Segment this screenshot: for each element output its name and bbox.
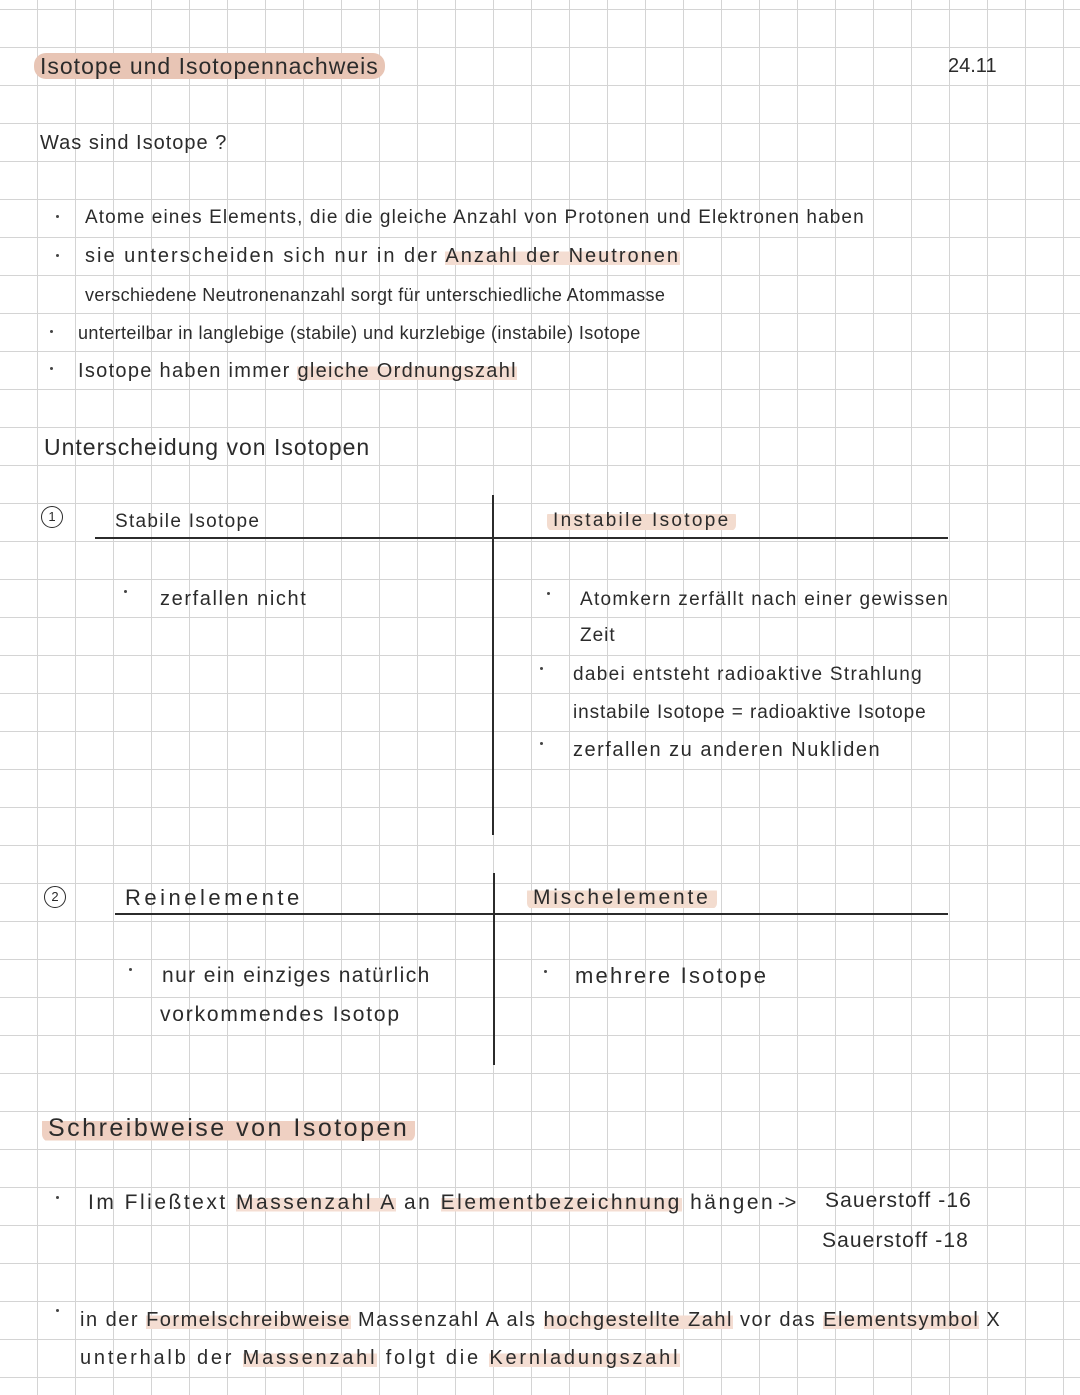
column-header-unstable <box>547 506 736 536</box>
section-heading-distinction: Unterscheidung von Isotopen <box>44 434 371 460</box>
table-divider-vertical <box>492 495 494 835</box>
list-item-text: vor das <box>732 1309 824 1331</box>
list-item-text: an <box>395 1191 441 1214</box>
list-item <box>78 356 517 386</box>
list-item-text: X <box>979 1309 1002 1331</box>
section-heading-notation <box>42 1113 415 1143</box>
highlighted-text: Massenzahl <box>242 1347 378 1369</box>
bullet-dot <box>547 592 550 595</box>
list-item-text: Im Fließtext <box>88 1191 237 1214</box>
number-circle-2: 2 <box>44 886 66 908</box>
highlighted-text: Elementsymbol <box>823 1309 980 1331</box>
list-item-text: hängen <box>681 1191 776 1214</box>
bullet-dot <box>56 1309 59 1312</box>
list-item: nur ein einziges natürlich <box>162 964 431 987</box>
bullet-dot <box>50 367 53 370</box>
date-label: 24.11 <box>948 55 997 77</box>
page-title-text: Isotope und Isotopennachweis <box>34 53 385 79</box>
column-header-stable: Stabile Isotope <box>115 511 261 532</box>
list-item: zerfallen nicht <box>160 588 308 610</box>
highlighted-text: Massenzahl A <box>236 1191 396 1214</box>
list-item <box>85 241 680 271</box>
list-item-continuation: instabile Isotope = radioaktive Isotope <box>573 702 927 723</box>
list-item-text: folgt die <box>377 1347 490 1369</box>
bullet-dot <box>540 742 543 745</box>
list-item-continuation <box>80 1343 680 1373</box>
column-header-mixed-elements-text: Mischelemente <box>527 886 717 909</box>
table-divider-horizontal <box>115 913 948 915</box>
list-item <box>88 1188 775 1218</box>
highlighted-text: Anzahl der Neutronen <box>445 245 680 267</box>
table-divider-vertical <box>493 873 495 1065</box>
list-item: unterteilbar in langlebige (stabile) und kurzlebige (instabile) Isotope <box>78 323 641 343</box>
number-circle-1: 1 <box>41 506 63 528</box>
list-item-text: unterhalb der <box>80 1347 243 1369</box>
bullet-dot <box>56 254 59 257</box>
list-item-text: Isotope haben immer <box>78 360 298 382</box>
highlighted-text: gleiche Ordnungszahl <box>297 360 517 382</box>
bullet-dot <box>50 330 53 333</box>
list-item: mehrere Isotope <box>575 963 769 988</box>
list-item-continuation: Zeit <box>580 625 616 646</box>
bullet-dot <box>56 1196 59 1199</box>
highlighted-text: Formelschreibweise <box>146 1309 351 1331</box>
list-item: dabei entsteht radioaktive Strahlung <box>573 664 923 685</box>
list-item-continuation: vorkommendes Isotop <box>160 1003 401 1026</box>
list-item: verschiedene Neutronenanzahl sorgt für unterschiedliche Atommasse <box>85 285 666 305</box>
table-divider-horizontal <box>95 537 948 539</box>
list-item-text: sie unterscheiden sich nur in der <box>85 245 446 267</box>
bullet-dot <box>56 215 59 218</box>
highlighted-text: Elementbezeichnung <box>440 1191 682 1214</box>
highlighted-text: hochgestellte Zahl <box>543 1309 733 1331</box>
column-header-pure-elements: Reinelemente <box>125 885 303 910</box>
bullet-dot <box>129 968 132 971</box>
list-item: Atomkern zerfällt nach einer gewissen <box>580 589 950 610</box>
page-title <box>34 51 385 81</box>
section-heading-notation-text: Schreibweise von Isotopen <box>42 1114 415 1142</box>
column-header-mixed-elements <box>527 883 717 913</box>
list-item: zerfallen zu anderen Nukliden <box>573 739 882 761</box>
list-item: Atome eines Elements, die die gleiche Anzahl von Protonen und Elektronen haben <box>85 207 865 228</box>
example-oxygen-16: Sauerstoff -16 <box>825 1189 972 1212</box>
bullet-dot <box>544 970 547 973</box>
list-item-text: in der <box>80 1309 147 1331</box>
column-header-unstable-text: Instabile Isotope <box>547 510 736 531</box>
bullet-dot <box>124 590 127 593</box>
list-item-text: Massenzahl A als <box>350 1309 544 1331</box>
bullet-dot <box>540 667 543 670</box>
section-heading-what-are: Was sind Isotope ? <box>40 132 228 154</box>
arrow-text: -> <box>778 1192 797 1214</box>
list-item <box>80 1305 1001 1335</box>
highlighted-text: Kernladungszahl <box>489 1347 681 1369</box>
example-oxygen-18: Sauerstoff -18 <box>822 1229 969 1252</box>
